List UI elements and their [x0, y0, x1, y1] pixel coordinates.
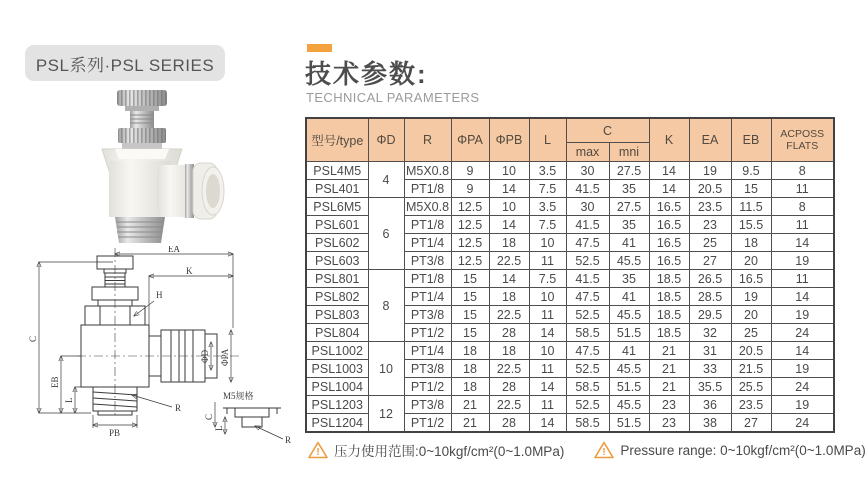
- phi-d-cell: 4: [368, 162, 404, 198]
- model-cell: PSL802: [306, 288, 368, 306]
- table-row: [306, 162, 834, 180]
- col-header-c-max: max: [566, 143, 609, 162]
- eb-cell: 25.5: [731, 378, 771, 396]
- c-max-cell: 47.5: [566, 342, 609, 360]
- phi-pb-cell: 22.5: [489, 360, 529, 378]
- r-cell: M5X0.8: [405, 199, 450, 214]
- r-cell: PT1/8: [404, 270, 451, 288]
- technical-drawing: [25, 246, 305, 451]
- c-min-cell: 35: [609, 270, 649, 288]
- ea-cell: 29.5: [689, 306, 731, 324]
- model-cell: PSL801: [306, 270, 368, 288]
- l-cell: 3.5: [529, 162, 566, 180]
- phi-pa-cell: 21: [451, 414, 489, 433]
- col-header-eb: EB: [731, 118, 771, 162]
- ea-cell: 27: [689, 252, 731, 270]
- ea-cell: 31: [689, 342, 731, 360]
- across-flats-cell: 11: [771, 180, 834, 198]
- r-cell: PT3/8: [404, 360, 451, 378]
- ea-cell: 26.5: [689, 270, 731, 288]
- ea-cell: 19: [689, 162, 731, 180]
- c-max-cell: 52.5: [566, 396, 609, 414]
- side-dim-label-c: C: [204, 413, 214, 420]
- dim-label-c: C: [28, 335, 38, 342]
- across-flats-cell: 19: [771, 306, 834, 324]
- ea-cell: 23.5: [689, 198, 731, 216]
- across-flats-cell: 8: [771, 198, 834, 216]
- phi-pb-cell: 22.5: [489, 306, 529, 324]
- r-cell: PT1/4: [404, 234, 451, 252]
- col-header-l: L: [529, 118, 566, 162]
- c-max-cell: 58.5: [566, 378, 609, 396]
- col-header-ea: EA: [689, 118, 731, 162]
- r-cell: PT1/8: [404, 216, 451, 234]
- r-cell: PT1/4: [404, 288, 451, 306]
- phi-pb-cell: 18: [489, 234, 529, 252]
- phi-d-cell: 10: [368, 342, 404, 396]
- c-min-cell: 41: [609, 288, 649, 306]
- r-cell: PT3/8: [404, 252, 451, 270]
- c-max-cell: 52.5: [566, 252, 609, 270]
- phi-pb-cell: 22.5: [489, 252, 529, 270]
- eb-cell: 15.5: [731, 216, 771, 234]
- col-header-c-min: mni: [609, 143, 649, 162]
- table-header: [306, 118, 834, 162]
- phi-pa-cell: 15: [451, 288, 489, 306]
- r-cell: PT3/8: [404, 396, 451, 414]
- col-header-k: K: [649, 118, 689, 162]
- eb-cell: 27: [731, 414, 771, 433]
- col-header-model: 型号/type: [306, 118, 368, 162]
- page-subtitle: TECHNICAL PARAMETERS: [306, 90, 480, 105]
- l-cell: 14: [529, 378, 566, 396]
- c-max-cell: 58.5: [566, 414, 609, 433]
- phi-pa-cell: 21: [451, 396, 489, 414]
- model-cell: PSL803: [306, 306, 368, 324]
- c-max-cell: 52.5: [566, 360, 609, 378]
- k-cell: 16.5: [649, 252, 689, 270]
- col-header-across-flats: ACPOSS FLATS: [771, 118, 834, 162]
- model-cell: PSL602: [306, 234, 368, 252]
- phi-pa-cell: 18: [451, 378, 489, 396]
- r-cell: PT3/8: [404, 306, 451, 324]
- phi-pa-cell: 9: [451, 180, 489, 198]
- model-cell: PSL401: [306, 180, 368, 198]
- phi-pb-cell: 22.5: [489, 396, 529, 414]
- k-cell: 18.5: [649, 270, 689, 288]
- c-max-cell: 30: [566, 162, 609, 180]
- product-photo-image: [57, 87, 235, 245]
- c-min-cell: 51.5: [609, 414, 649, 433]
- col-header-c: C: [566, 118, 649, 143]
- ea-cell: 35.5: [689, 378, 731, 396]
- c-min-cell: 35: [609, 216, 649, 234]
- ea-cell: 25: [689, 234, 731, 252]
- phi-pb-cell: 14: [489, 270, 529, 288]
- l-cell: 11: [529, 306, 566, 324]
- l-cell: 10: [529, 288, 566, 306]
- svg-text:!: !: [602, 447, 606, 458]
- col-header-phi-d: ΦD: [368, 118, 404, 162]
- eb-cell: 20: [731, 306, 771, 324]
- model-cell: PSL1002: [306, 342, 368, 360]
- eb-cell: 15: [731, 180, 771, 198]
- eb-cell: 19: [731, 288, 771, 306]
- table-row: [306, 270, 834, 288]
- eb-cell: 16.5: [731, 270, 771, 288]
- l-cell: 7.5: [529, 270, 566, 288]
- dim-label-phi-d: ΦD: [200, 349, 210, 363]
- c-max-cell: 41.5: [566, 216, 609, 234]
- dim-label-h: H: [156, 290, 163, 300]
- c-min-cell: 45.5: [609, 252, 649, 270]
- phi-pb-cell: 28: [489, 378, 529, 396]
- model-cell: PSL1003: [306, 360, 368, 378]
- table-body: [306, 162, 834, 433]
- across-flats-cell: 19: [771, 396, 834, 414]
- c-min-cell: 27.5: [609, 198, 649, 216]
- across-flats-cell: 8: [771, 162, 834, 180]
- c-max-cell: 47.5: [566, 234, 609, 252]
- notes-row: [308, 440, 866, 460]
- phi-pb-cell: 18: [489, 342, 529, 360]
- col-header-phi-pb: ΦPB: [489, 118, 529, 162]
- phi-d-cell: 12: [368, 396, 404, 433]
- c-max-cell: 47.5: [566, 288, 609, 306]
- dim-label-k: K: [186, 266, 193, 276]
- note-pressure-cn-text: 压力使用范围:0~10kgf/cm²(0~1.0MPa): [334, 444, 565, 459]
- eb-cell: 21.5: [731, 360, 771, 378]
- table-row: [306, 396, 834, 414]
- table-row: [306, 342, 834, 360]
- phi-d-cell: 6: [368, 198, 404, 270]
- across-flats-cell: 14: [771, 342, 834, 360]
- dim-label-ea: EA: [168, 246, 180, 254]
- eb-cell: 9.5: [731, 162, 771, 180]
- phi-pa-cell: 12.5: [451, 216, 489, 234]
- phi-pa-cell: 12.5: [451, 198, 489, 216]
- dim-label-l: L: [64, 397, 74, 403]
- l-cell: 3.5: [529, 198, 566, 216]
- phi-pb-cell: 28: [489, 414, 529, 433]
- k-cell: 18.5: [649, 306, 689, 324]
- c-min-cell: 35: [609, 180, 649, 198]
- model-cell: PSL1203: [306, 396, 368, 414]
- c-min-cell: 45.5: [609, 306, 649, 324]
- model-cell: PSL1004: [306, 378, 368, 396]
- phi-pb-cell: 10: [489, 162, 529, 180]
- model-cell: PSL603: [306, 252, 368, 270]
- model-cell: PSL4M5: [306, 162, 368, 180]
- note-pressure-en: [594, 441, 865, 459]
- col-header-phi-pa: ΦPA: [451, 118, 489, 162]
- ea-cell: 28.5: [689, 288, 731, 306]
- eb-cell: 23.5: [731, 396, 771, 414]
- eb-cell: 20.5: [731, 342, 771, 360]
- k-cell: 14: [649, 180, 689, 198]
- ea-cell: 33: [689, 360, 731, 378]
- r-cell: M5X0.8: [405, 163, 450, 178]
- k-cell: 16.5: [649, 234, 689, 252]
- note-pressure-cn: [308, 440, 564, 460]
- r-cell: PT1/8: [404, 180, 451, 198]
- ea-cell: 32: [689, 324, 731, 342]
- c-max-cell: 41.5: [566, 270, 609, 288]
- c-min-cell: 45.5: [609, 396, 649, 414]
- k-cell: 21: [649, 378, 689, 396]
- across-flats-cell: 11: [771, 270, 834, 288]
- side-dim-label-r: R: [285, 435, 292, 445]
- eb-cell: 11.5: [731, 198, 771, 216]
- c-min-cell: 27.5: [609, 162, 649, 180]
- series-badge: PSL系列·PSL SERIES: [25, 45, 225, 81]
- l-cell: 14: [529, 324, 566, 342]
- model-cell: PSL804: [306, 324, 368, 342]
- r-cell: PT1/4: [404, 342, 451, 360]
- ea-cell: 20.5: [689, 180, 731, 198]
- accent-bar: [307, 44, 332, 52]
- l-cell: 14: [529, 414, 566, 433]
- k-cell: 16.5: [649, 198, 689, 216]
- c-min-cell: 51.5: [609, 324, 649, 342]
- phi-pb-cell: 18: [489, 288, 529, 306]
- c-max-cell: 58.5: [566, 324, 609, 342]
- m5-spec-label: M5规格: [223, 391, 254, 401]
- across-flats-cell: 14: [771, 234, 834, 252]
- ea-cell: 36: [689, 396, 731, 414]
- c-max-cell: 41.5: [566, 180, 609, 198]
- phi-pa-cell: 18: [451, 342, 489, 360]
- k-cell: 18.5: [649, 288, 689, 306]
- k-cell: 21: [649, 360, 689, 378]
- svg-text:!: !: [316, 447, 320, 458]
- eb-cell: 25: [731, 324, 771, 342]
- c-max-cell: 52.5: [566, 306, 609, 324]
- c-min-cell: 41: [609, 234, 649, 252]
- phi-pb-cell: 14: [489, 216, 529, 234]
- l-cell: 11: [529, 360, 566, 378]
- k-cell: 23: [649, 396, 689, 414]
- dim-label-r: R: [175, 403, 182, 413]
- k-cell: 21: [649, 342, 689, 360]
- ea-cell: 23: [689, 216, 731, 234]
- phi-pa-cell: 12.5: [451, 252, 489, 270]
- model-cell: PSL6M5: [306, 198, 368, 216]
- note-pressure-en-text: Pressure range: 0~10kgf/cm²(0~1.0MPa): [620, 442, 866, 458]
- l-cell: 7.5: [529, 216, 566, 234]
- k-cell: 23: [649, 414, 689, 433]
- phi-pb-cell: 14: [489, 180, 529, 198]
- c-min-cell: 41: [609, 342, 649, 360]
- dim-label-eb: EB: [50, 376, 60, 388]
- l-cell: 11: [529, 396, 566, 414]
- r-cell: PT1/2: [404, 378, 451, 396]
- phi-pa-cell: 9: [451, 162, 489, 180]
- c-min-cell: 45.5: [609, 360, 649, 378]
- phi-pa-cell: 15: [451, 270, 489, 288]
- r-cell: PT1/2: [404, 324, 451, 342]
- across-flats-cell: 24: [771, 324, 834, 342]
- across-flats-cell: 14: [771, 288, 834, 306]
- warning-icon: [308, 441, 328, 459]
- model-cell: PSL601: [306, 216, 368, 234]
- warning-icon: [594, 441, 614, 459]
- phi-pa-cell: 15: [451, 324, 489, 342]
- eb-cell: 18: [731, 234, 771, 252]
- c-min-cell: 51.5: [609, 378, 649, 396]
- r-cell: PT1/2: [404, 414, 451, 433]
- ea-cell: 38: [689, 414, 731, 433]
- l-cell: 7.5: [529, 180, 566, 198]
- phi-pa-cell: 12.5: [451, 234, 489, 252]
- parameters-table: [305, 117, 835, 433]
- k-cell: 16.5: [649, 216, 689, 234]
- across-flats-cell: 24: [771, 378, 834, 396]
- across-flats-cell: 19: [771, 360, 834, 378]
- table-row: [306, 198, 834, 216]
- phi-d-cell: 8: [368, 270, 404, 342]
- dim-label-phi-pa: ΦPA: [220, 348, 230, 366]
- c-max-cell: 30: [566, 198, 609, 216]
- model-cell: PSL1204: [306, 414, 368, 433]
- phi-pb-cell: 28: [489, 324, 529, 342]
- phi-pa-cell: 18: [451, 360, 489, 378]
- page-title: 技术参数:: [305, 59, 428, 89]
- l-cell: 10: [529, 342, 566, 360]
- side-dim-label-l: L: [214, 425, 224, 431]
- k-cell: 14: [649, 162, 689, 180]
- phi-pa-cell: 15: [451, 306, 489, 324]
- k-cell: 18.5: [649, 324, 689, 342]
- l-cell: 11: [529, 252, 566, 270]
- phi-pb-cell: 10: [489, 198, 529, 216]
- across-flats-cell: 11: [771, 216, 834, 234]
- eb-cell: 20: [731, 252, 771, 270]
- across-flats-cell: 19: [771, 252, 834, 270]
- col-header-r: R: [404, 118, 451, 162]
- l-cell: 10: [529, 234, 566, 252]
- dim-label-pb: PB: [109, 428, 121, 438]
- across-flats-cell: 24: [771, 414, 834, 433]
